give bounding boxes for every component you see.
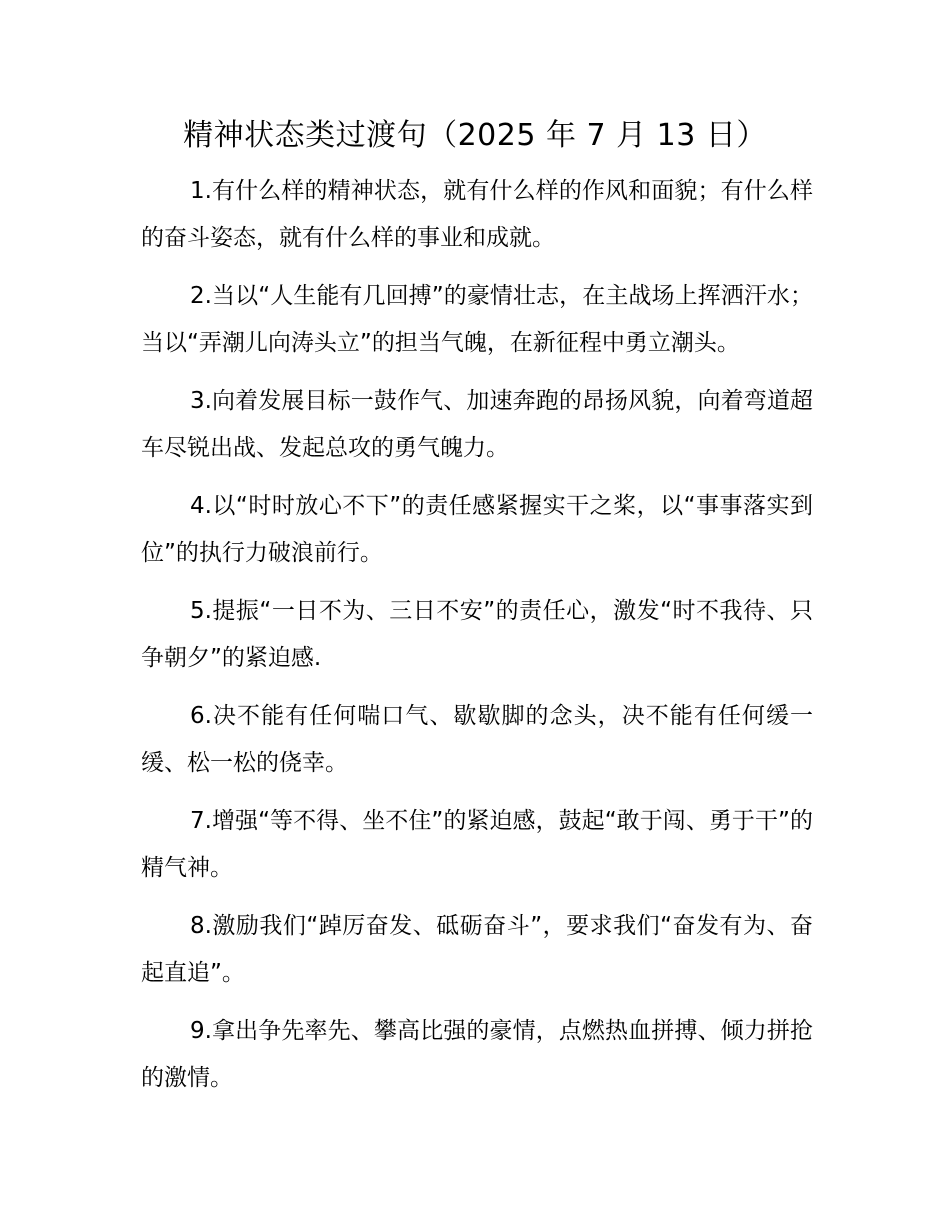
document-title: 精神状态类过渡句（2025 年 7 月 13 日） bbox=[183, 118, 767, 153]
paragraph-2: 2.当以“人生能有几回搏”的豪情壮志，在主战场上挥洒汗水；当以“弄潮儿向涛头立”的担当气魄，在新征程中勇立潮头。 bbox=[141, 283, 813, 356]
paragraph-6: 6.决不能有任何喘口气、歇歇脚的念头，决不能有任何缓一缓、松一松的侥幸。 bbox=[141, 703, 813, 776]
paragraph-9: 9.拿出争先率先、攀高比强的豪情，点燃热血拼搏、倾力拼抢的激情。 bbox=[141, 1018, 813, 1091]
paragraph-5: 5.提振“一日不为、三日不安”的责任心，激发“时不我待、只争朝夕”的紧迫感. bbox=[141, 598, 813, 671]
paragraph-4: 4.以“时时放心不下”的责任感紧握实干之桨，以“事事落实到位”的执行力破浪前行。 bbox=[141, 493, 813, 566]
paragraph-3: 3.向着发展目标一鼓作气、加速奔跑的昂扬风貌，向着弯道超车尽锐出战、发起总攻的勇气魄力。 bbox=[141, 388, 813, 461]
paragraph-1: 1.有什么样的精神状态，就有什么样的作风和面貌；有什么样的奋斗姿态，就有什么样的事业和成就。 bbox=[141, 178, 813, 251]
paragraph-7: 7.增强“等不得、坐不住”的紧迫感，鼓起“敢于闯、勇于干”的精气神。 bbox=[141, 808, 813, 881]
document-body bbox=[141, 168, 813, 1113]
paragraph-8: 8.激励我们“踔厉奋发、砥砺奋斗”，要求我们“奋发有为、奋起直追”。 bbox=[141, 913, 813, 986]
